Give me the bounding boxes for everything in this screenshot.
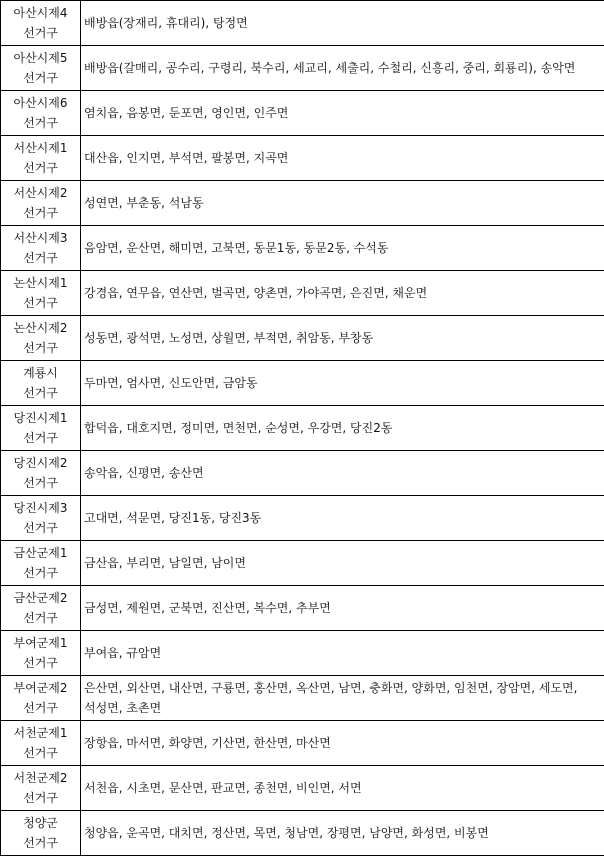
table-row <box>1 136 604 181</box>
district-name-cell: 부여군제2 선거구 <box>1 676 81 721</box>
district-areas-cell: 고대면, 석문면, 당진1동, 당진3동 <box>81 496 604 541</box>
district-name-cell: 계룡시 선거구 <box>1 361 81 406</box>
district-name-cell: 당진시제2 선거구 <box>1 451 81 496</box>
table-row <box>1 451 604 496</box>
table-row <box>1 766 604 811</box>
district-areas-cell: 두마면, 엄사면, 신도안면, 금암동 <box>81 361 604 406</box>
table-row <box>1 676 604 721</box>
district-name-cell: 청양군 선거구 <box>1 811 81 856</box>
district-areas-cell: 청양읍, 운곡면, 대치면, 정산면, 목면, 청남면, 장평면, 남양면, 화성면, 비봉면 <box>81 811 604 856</box>
table-row <box>1 361 604 406</box>
table-row <box>1 226 604 271</box>
table-row <box>1 91 604 136</box>
table-row <box>1 1 604 46</box>
district-areas-cell: 강경읍, 연무읍, 연산면, 벌곡면, 양촌면, 가야곡면, 은진면, 채운면 <box>81 271 604 316</box>
table-row <box>1 811 604 856</box>
district-name-cell: 논산시제1 선거구 <box>1 271 81 316</box>
district-areas-cell: 서천읍, 시초면, 문산면, 판교면, 종천면, 비인면, 서면 <box>81 766 604 811</box>
district-areas-cell: 송악읍, 신평면, 송산면 <box>81 451 604 496</box>
district-areas-cell: 장항읍, 마서면, 화양면, 기산면, 한산면, 마산면 <box>81 721 604 766</box>
district-areas-cell: 배방읍(장재리, 휴대리), 탕정면 <box>81 1 604 46</box>
table-row <box>1 46 604 91</box>
district-areas-cell: 음암면, 운산면, 해미면, 고북면, 동문1동, 동문2동, 수석동 <box>81 226 604 271</box>
table-row <box>1 721 604 766</box>
district-name-cell: 금산군제1 선거구 <box>1 541 81 586</box>
district-table-body <box>1 1 604 856</box>
table-row <box>1 586 604 631</box>
table-row <box>1 316 604 361</box>
table-row <box>1 271 604 316</box>
district-areas-cell: 대산읍, 인지면, 부석면, 팔봉면, 지곡면 <box>81 136 604 181</box>
district-name-cell: 부여군제1 선거구 <box>1 631 81 676</box>
district-name-cell: 논산시제2 선거구 <box>1 316 81 361</box>
district-name-cell: 서천군제1 선거구 <box>1 721 81 766</box>
district-areas-cell: 염치읍, 음봉면, 둔포면, 영인면, 인주면 <box>81 91 604 136</box>
district-name-cell: 아산시제5 선거구 <box>1 46 81 91</box>
district-areas-cell: 은산면, 외산면, 내산면, 구룡면, 홍산면, 옥산면, 남면, 충화면, 양화면, 임천면, 장암면, 세도면, 석성면, 초촌면 <box>81 676 604 721</box>
district-name-cell: 서천군제2 선거구 <box>1 766 81 811</box>
table-row <box>1 181 604 226</box>
table-row <box>1 406 604 451</box>
district-name-cell: 아산시제4 선거구 <box>1 1 81 46</box>
district-name-cell: 서산시제1 선거구 <box>1 136 81 181</box>
district-areas-cell: 부여읍, 규암면 <box>81 631 604 676</box>
district-name-cell: 서산시제3 선거구 <box>1 226 81 271</box>
district-areas-cell: 성연면, 부춘동, 석남동 <box>81 181 604 226</box>
district-areas-cell: 금산읍, 부리면, 남일면, 남이면 <box>81 541 604 586</box>
district-areas-cell: 합덕읍, 대호지면, 정미면, 면천면, 순성면, 우강면, 당진2동 <box>81 406 604 451</box>
district-name-cell: 아산시제6 선거구 <box>1 91 81 136</box>
table-row <box>1 496 604 541</box>
district-name-cell: 당진시제1 선거구 <box>1 406 81 451</box>
table-row <box>1 541 604 586</box>
district-areas-cell: 금성면, 제원면, 군북면, 진산면, 복수면, 추부면 <box>81 586 604 631</box>
table-row <box>1 631 604 676</box>
district-name-cell: 서산시제2 선거구 <box>1 181 81 226</box>
district-name-cell: 금산군제2 선거구 <box>1 586 81 631</box>
district-areas-cell: 성동면, 광석면, 노성면, 상월면, 부적면, 취암동, 부창동 <box>81 316 604 361</box>
district-name-cell: 당진시제3 선거구 <box>1 496 81 541</box>
district-areas-cell: 배방읍(갈매리, 공수리, 구령리, 북수리, 세교리, 세출리, 수철리, 신흥리, 중리, 회룡리), 송악면 <box>81 46 604 91</box>
